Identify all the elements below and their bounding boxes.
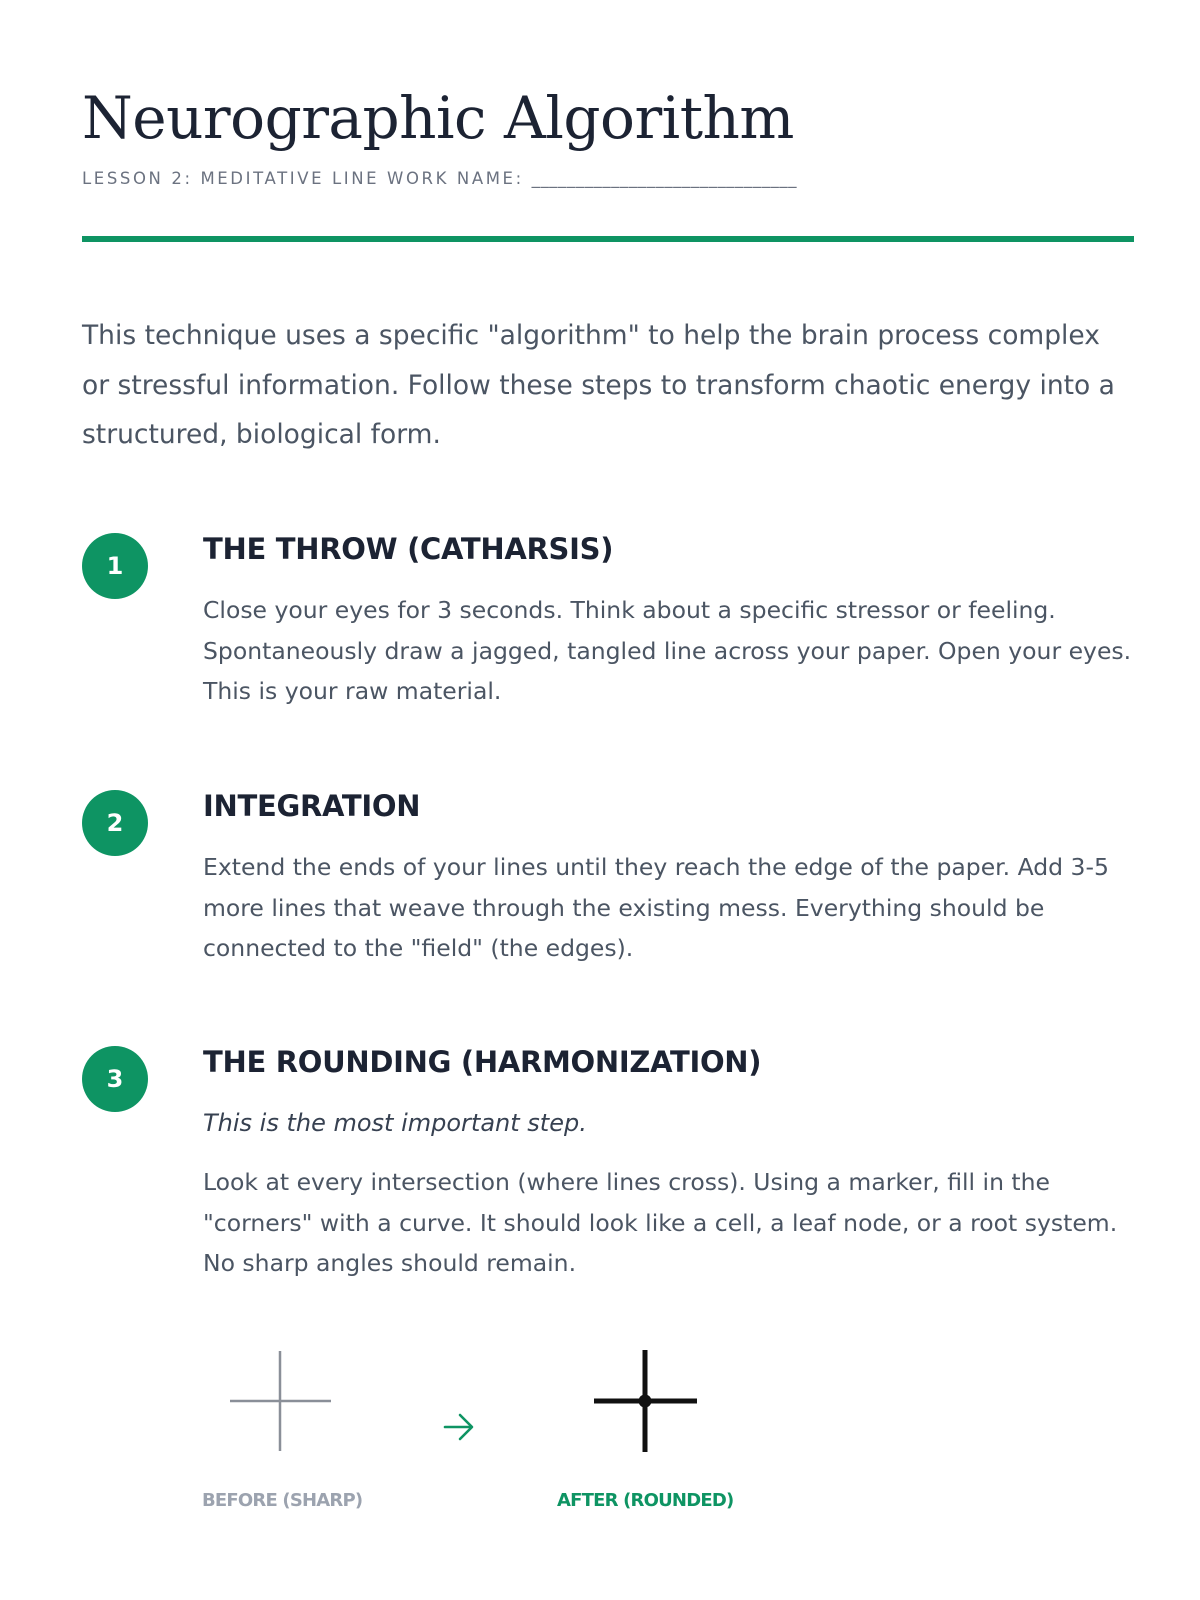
step-description: Look at every intersection (where lines cross). Using a marker, fill in the "corners" with a curve. It should look like a cell, a leaf node, or a root system. No sharp angles should remain.	[203, 1168, 1118, 1277]
arrow-right-icon	[445, 1415, 472, 1439]
after-label: AFTER (ROUNDED)	[557, 1490, 734, 1511]
lesson-label: LESSON 2: MEDITATIVE LINE WORK NAME:	[82, 169, 524, 188]
intro-paragraph: This technique uses a specific "algorithm" to help the brain process complex or stressful information. Follow these steps to transform chaotic energy into a structured, biological form.	[82, 320, 1115, 450]
step-title: THE THROW (CATHARSIS)	[203, 532, 614, 566]
step-emphasis-note: This is the most important step.	[203, 1109, 587, 1137]
page-title: Neurographic Algorithm	[82, 84, 794, 152]
step-description: Close your eyes for 3 seconds. Think about a specific stressor or feeling. Spontaneously draw a jagged, tangled line across your paper. Open your eyes. This is your raw material.	[203, 596, 1132, 705]
step-number-badge: 2	[82, 790, 148, 856]
header-divider	[82, 236, 1134, 242]
step-title: INTEGRATION	[203, 789, 421, 823]
step-description: Extend the ends of your lines until they reach the edge of the paper. Add 3-5 more lines that weave through the existing mess. Everything should be connected to the "field" (the edges).	[203, 853, 1109, 962]
step-title: THE ROUNDING (HARMONIZATION)	[203, 1045, 762, 1079]
lesson-subtitle	[82, 167, 1134, 191]
name-blank-line: ______________________________	[531, 169, 798, 188]
step-number-badge: 3	[82, 1046, 148, 1112]
rounded-intersection-icon	[594, 1350, 697, 1452]
step-number-badge: 1	[82, 533, 148, 599]
sharp-intersection-icon	[230, 1351, 331, 1451]
before-label: BEFORE (SHARP)	[202, 1490, 363, 1511]
